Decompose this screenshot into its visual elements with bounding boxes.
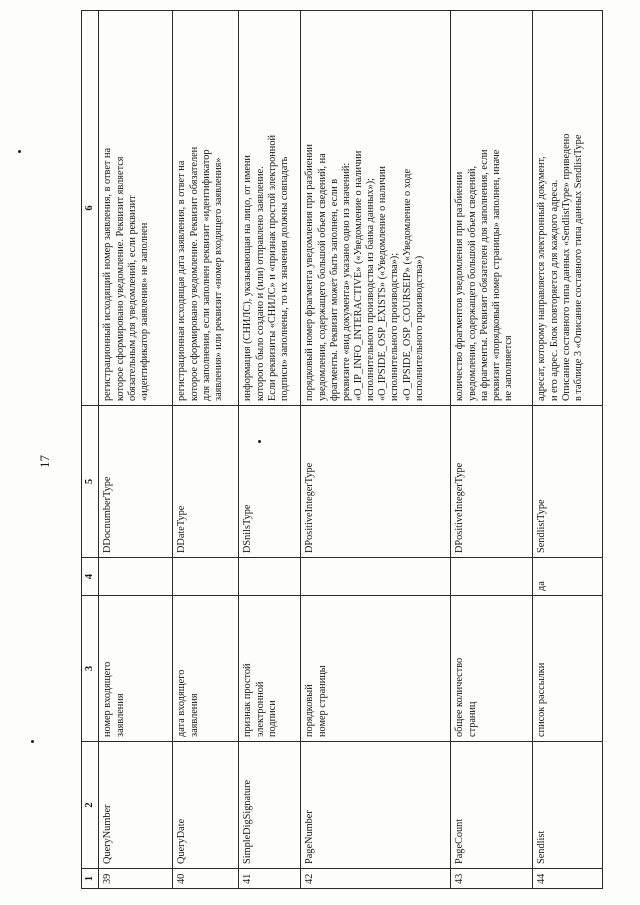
description-line: уведомления, содержащего большой объем сведений, [466,165,478,401]
requisite-description [239,11,301,406]
label-line: признак простой [242,663,254,737]
description-line: «O_IP_INFO_INTERACTIVE» («Уведомление о наличии [352,150,364,401]
description-line: на фрагменты. Реквизит обязателен для заполнения, если [478,149,490,401]
label-line: страниц [466,701,478,737]
label-line: заявления [188,693,200,737]
required-flag [301,558,451,596]
scan-speck [258,440,261,443]
description-line: «O_IPSIDE_OSP_COURSEIP» («Уведомление о ходе [401,168,413,401]
table-row [301,11,451,889]
requisite-name: SimpleDigSignature [239,742,301,869]
description-line: фрагменты. Реквизит может быть заполнен, если в [328,178,340,401]
required-flag [451,558,533,596]
requisite-description [301,11,451,406]
requisite-label [173,596,239,742]
requisite-label [451,596,533,742]
label-line: порядковый [304,684,316,737]
table-row [173,11,239,889]
scan-speck [18,150,21,153]
requisite-label [239,596,301,742]
row-number: 43 [451,869,533,889]
description-line: для заполнения, если заполнен реквизит «идентификатор [200,149,212,401]
description-line: регистрационная исходящая дата заявления, в ответ на [176,160,188,401]
data-type: DPositiveIntegerType [451,406,533,558]
row-number: 44 [533,869,603,889]
description-line: порядковый номер фрагмента уведомления при разбиении [304,144,316,401]
description-line: исполнительного производства из банка данных»); [365,177,377,401]
description-line: которое сформировано уведомление. Реквизит является [114,156,126,401]
requisite-name: QueryNumber [99,742,173,869]
description-line: информация (СНИЛС), указывающая на лицо, от имени [242,155,254,401]
description-line: которого было создано и (или) отправлено заявление. [254,166,266,401]
table-header-row [82,11,99,889]
label-line: список рассылки [536,662,548,737]
label-line: общее количество [454,657,466,737]
description-line: не заполняется [502,335,514,401]
table-row [99,11,173,889]
description-line: исполнительного производства») [413,255,425,401]
description-line: реквизит «порядковый номер страницы» заполнен, иначе [490,149,502,401]
data-type: DDocnumberType [99,406,173,558]
data-type: SendlistType [533,406,603,558]
required-flag: да [533,558,603,596]
column-header-1: 1 [82,869,99,889]
data-type: DDateType [173,406,239,558]
row-number: 39 [99,869,173,889]
description-line: Описание составного типа данных «SendlistType» приведено [560,133,572,401]
row-number: 40 [173,869,239,889]
description-line: в таблице 3 «Описание составного типа данных SendlistType [572,134,584,401]
description-line: уведомления, содержащего большой объем сведений, на [316,153,328,401]
label-line: дата входящего [176,669,188,737]
requisite-name: PageNumber [301,742,451,869]
description-line: регистрационный исходящий номер заявления, в ответ на [102,147,114,401]
requisite-description [173,11,239,406]
scan-speck [31,740,34,743]
column-header-2: 2 [82,742,99,869]
description-line: исполнительного производства»); [389,252,401,401]
page-number: 17 [37,455,52,468]
label-line: номер входящего [102,661,114,737]
requisite-description [533,11,603,406]
description-line: и его адрес. Блок повторяется для каждого адреса. [548,179,560,401]
description-line: Если реквизиты «СНИЛС» и «признак простой электронной [266,135,278,401]
column-header-6: 6 [82,11,99,406]
label-line: номер страницы [316,665,328,737]
description-line: обязательным для уведомлений, если реквизит [126,195,138,401]
table-row [451,11,533,889]
column-header-5: 5 [82,406,99,558]
description-line: заявления» или реквизит «номер входящего заявления» [212,157,224,401]
requisites-table [81,10,603,889]
requisite-name: PageCount [451,742,533,869]
row-number: 41 [239,869,301,889]
required-flag [173,558,239,596]
description-line: реквизите «вид документа» указано одно из значений: [340,162,352,401]
label-line: заявления [114,693,126,737]
table-row [239,11,301,889]
description-line: «идентификатор заявления» не заполнен [138,222,150,401]
column-header-4: 4 [82,558,99,596]
requisite-description [99,11,173,406]
description-line: «O_IPSIDE_OSP_EXISTS» («Уведомление о наличии [377,166,389,401]
requisite-label [99,596,173,742]
requisite-label [533,596,603,742]
required-flag [99,558,173,596]
column-header-3: 3 [82,596,99,742]
label-line: электронной [254,681,266,737]
table-row [533,11,603,889]
required-flag [239,558,301,596]
requisite-name: Sendlist [533,742,603,869]
description-line: которое сформировано уведомление. Реквизит обязателен [188,146,200,401]
row-number: 42 [301,869,451,889]
label-line: подписи [266,700,278,737]
requisite-name: QueryDate [173,742,239,869]
requisite-label [301,596,451,742]
description-line: количество фрагментов уведомления при разбиении [454,171,466,401]
description-line: адресат, которому направляется электронный документ, [536,156,548,401]
requisite-description [451,11,533,406]
data-type: DSnilsType [239,406,301,558]
description-line: подписи» заполнены, то их значения должны совпадать [278,156,290,401]
data-type: DPositiveIntegerType [301,406,451,558]
table-body [99,11,603,889]
